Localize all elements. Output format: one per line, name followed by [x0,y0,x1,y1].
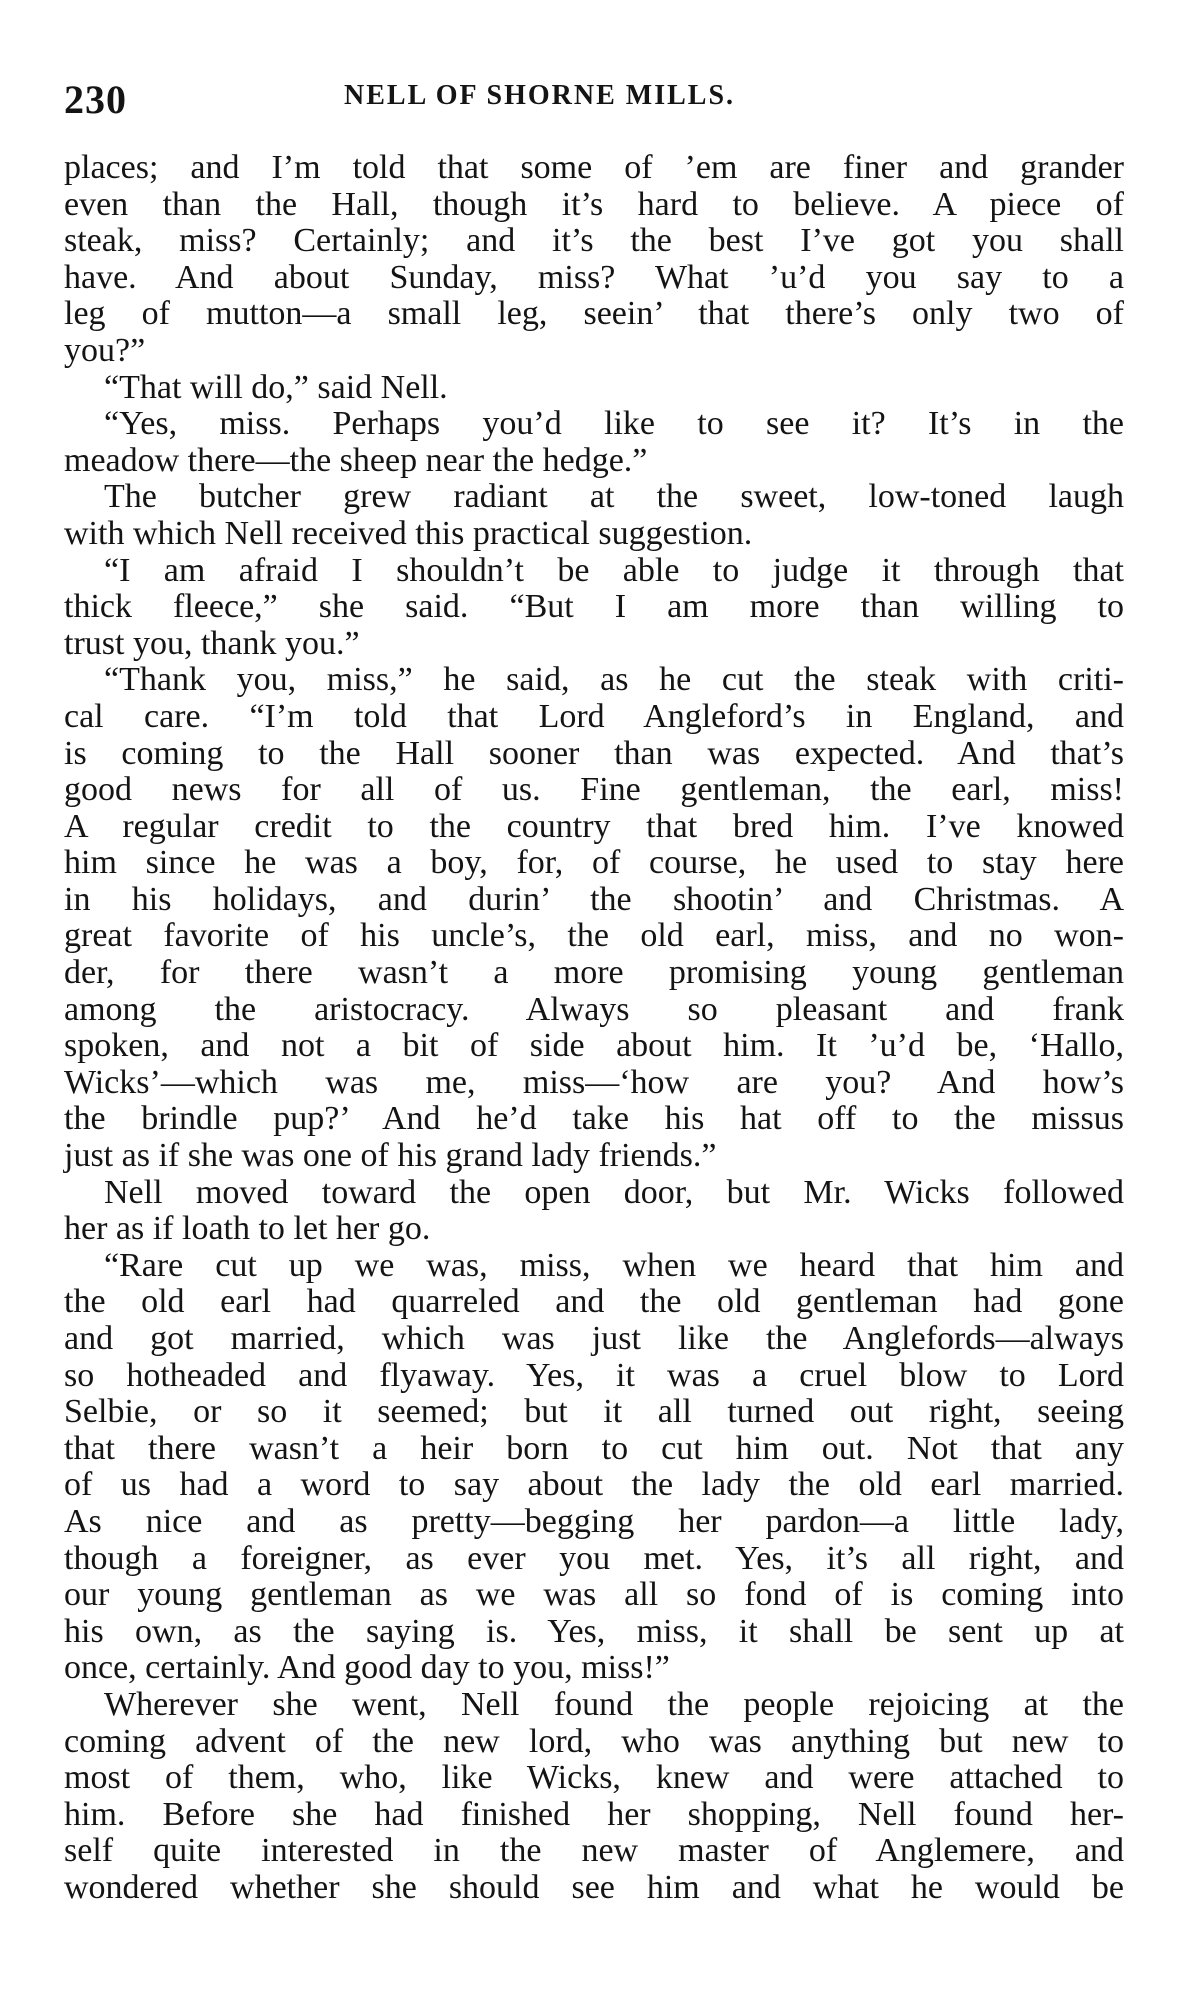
text-line: self quite interested in the new master of Anglemere, and [64,1832,1124,1870]
text-line: wondered whether she should see him and what he would be [64,1868,1124,1906]
text-line: “Thank you, miss,” he said, as he cut the steak with criti- [104,661,1124,699]
text-line: among the aristocracy. Always so pleasant and frank [64,990,1124,1028]
text-line: once, certainly. And good day to you, miss!” [64,1649,670,1687]
text-line: der, for there wasn’t a more promising young gentleman [64,954,1124,992]
text-line: The butcher grew radiant at the sweet, low-toned laugh [104,478,1124,516]
text-line: trust you, thank you.” [64,624,360,662]
text-line: though a foreigner, as ever you met. Yes, it’s all right, and [64,1539,1124,1577]
text-line: As nice and as pretty—begging her pardon—a little lady, [64,1502,1124,1540]
text-line: in his holidays, and durin’ the shootin’ and Christmas. A [64,880,1124,918]
text-line: have. And about Sunday, miss? What ’u’d you say to a [64,258,1124,296]
text-line: her as if loath to let her go. [64,1210,431,1248]
body-text [64,150,1124,1907]
running-title: NELL OF SHORNE MILLS. [344,80,736,111]
text-line: great favorite of his uncle’s, the old earl, miss, and no won- [64,917,1124,955]
page-number: 230 [64,77,127,122]
text-line: with which Nell received this practical suggestion. [64,514,753,552]
text-line: him. Before she had finished her shopping, Nell found her- [64,1795,1124,1833]
text-line: meadow there—the sheep near the hedge.” [64,441,648,479]
text-line: A regular credit to the country that bred him. I’ve knowed [64,807,1124,845]
text-line: Wherever she went, Nell found the people rejoicing at the [104,1685,1124,1723]
text-line: steak, miss? Certainly; and it’s the best I’ve got you shall [64,222,1124,260]
text-line: his own, as the saying is. Yes, miss, it shall be sent up at [64,1612,1124,1650]
text-line: Selbie, or so it seemed; but it all turned out right, seeing [64,1393,1124,1431]
text-line: our young gentleman as we was all so fond of is coming into [64,1576,1124,1614]
text-line: just as if she was one of his grand lady friends.” [64,1137,717,1175]
text-line: Wicks’—which was me, miss—‘how are you? And how’s [64,1063,1124,1101]
text-line: that there wasn’t a heir born to cut him out. Not that any [64,1429,1124,1467]
text-line: places; and I’m told that some of ’em are finer and grander [64,149,1124,186]
text-line: cal care. “I’m told that Lord Angleford’s in England, and [64,697,1124,735]
text-line: coming advent of the new lord, who was anything but new to [64,1722,1124,1760]
text-line: spoken, and not a bit of side about him. It ’u’d be, ‘Hallo, [64,1027,1124,1065]
text-line: thick fleece,” she said. “But I am more than willing to [64,588,1124,626]
text-line: “That will do,” said Nell. [104,368,448,406]
text-line: most of them, who, like Wicks, knew and were attached to [64,1759,1124,1797]
text-line: Nell moved toward the open door, but Mr. Wicks followed [104,1173,1124,1211]
text-line: “Rare cut up we was, miss, when we heard that him and [104,1246,1124,1284]
text-line: “I am afraid I shouldn’t be able to judge it through that [104,551,1124,589]
text-line: him since he was a boy, for, of course, he used to stay here [64,844,1124,882]
text-line: leg of mutton—a small leg, seein’ that there’s only two of [64,295,1124,333]
text-line: is coming to the Hall sooner than was expected. And that’s [64,734,1124,772]
text-line: the old earl had quarreled and the old gentleman had gone [64,1283,1124,1321]
text-line: “Yes, miss. Perhaps you’d like to see it? It’s in the [104,405,1124,443]
text-line: good news for all of us. Fine gentleman, the earl, miss! [64,771,1124,809]
text-line: the brindle pup?’ And he’d take his hat off to the missus [64,1100,1124,1138]
text-line: and got married, which was just like the Anglefords—always [64,1320,1124,1357]
text-line: you?” [64,331,146,369]
text-line: even than the Hall, though it’s hard to believe. A piece of [64,185,1124,223]
book-page [64,64,1124,1964]
text-line: of us had a word to say about the lady the old earl married. [64,1466,1124,1504]
text-line: so hotheaded and flyaway. Yes, it was a cruel blow to Lord [64,1356,1124,1394]
running-head [64,64,1124,124]
